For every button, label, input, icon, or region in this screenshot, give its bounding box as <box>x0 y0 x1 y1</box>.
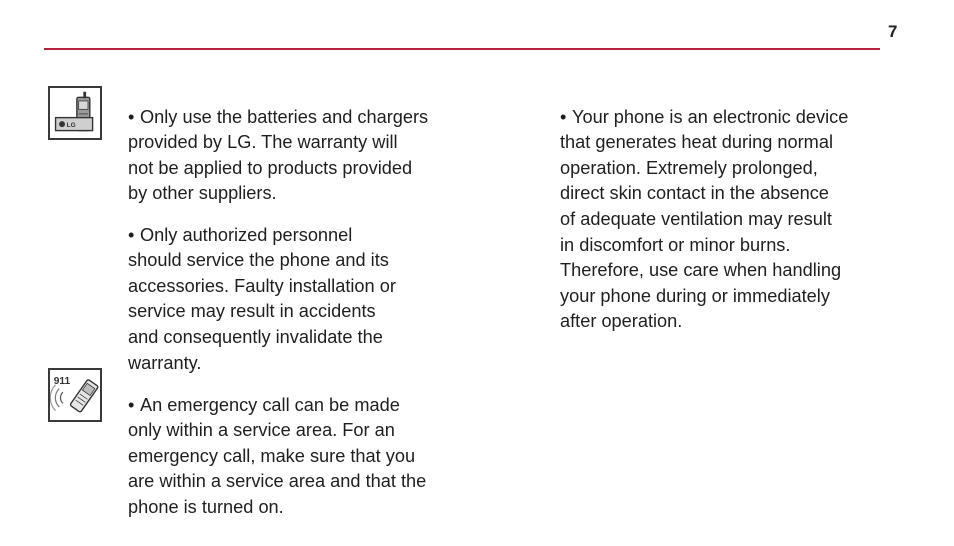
bullet-dot: • <box>560 106 567 127</box>
emergency-call-icon <box>48 368 102 422</box>
bullet-batteries-chargers: • Only use the batteries and chargers provided by LG. The warranty will not be applied to products provided by other suppliers. <box>128 106 429 204</box>
emergency-number-label: 911 <box>53 375 71 387</box>
header-rule <box>44 48 880 50</box>
battery-charger-icon <box>48 86 102 140</box>
bullet-heat-warning: • Your phone is an electronic device that generates heat during normal operation. Extremely prolonged, direct skin contact in the absence of adequate ventilation may result in discomfort or minor burns. Therefore, use care when handling your phone during or immediately after operation. <box>560 106 849 332</box>
bullet-dot: • <box>128 394 135 415</box>
bullet-dot: • <box>128 106 135 127</box>
bullet-authorized-personnel: • Only authorized personnel should service the phone and its accessories. Faulty installation or service may result in accidents and consequently invalidate the warranty. <box>128 224 396 373</box>
lg-logo-label: LG <box>66 121 76 129</box>
bullet-emergency-call: • An emergency call can be made only within a service area. For an emergency call, make sure that you are within a service area and that the phone is turned on. <box>128 394 427 517</box>
page-number: 7 <box>888 22 898 41</box>
bullet-dot: • <box>128 224 135 245</box>
